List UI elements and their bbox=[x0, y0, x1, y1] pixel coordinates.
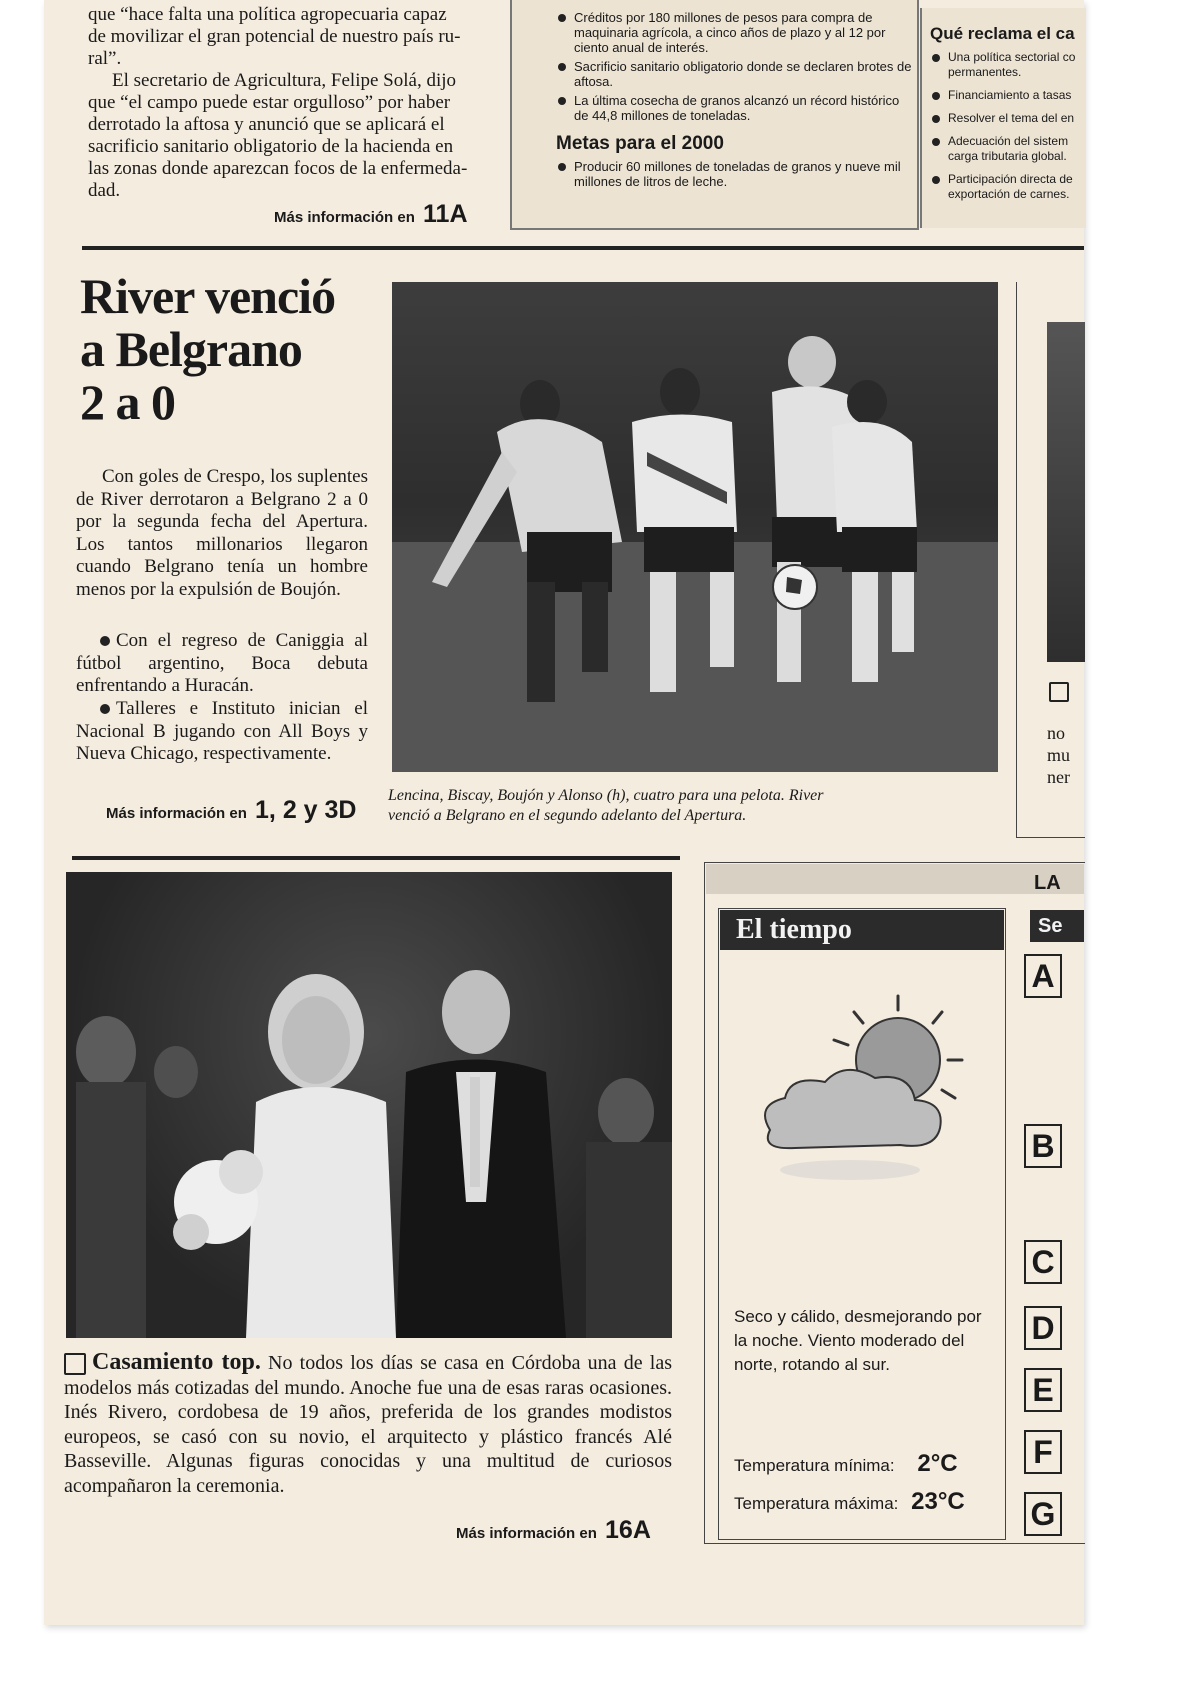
text-line: sacrificio sanitario obligatorio de la hacienda en bbox=[88, 136, 454, 157]
river-bullet-1: Con el regreso de Caniggia al fútbol argentino, Boca debuta enfrentando a Huracán. bbox=[76, 630, 368, 696]
list-item: Participación directa de exportación de carnes. bbox=[930, 172, 1080, 202]
top-article-lines bbox=[88, 4, 488, 70]
weather-top-band bbox=[706, 864, 1084, 894]
section-letter-g[interactable]: G bbox=[1024, 1492, 1062, 1536]
river-photo-caption: Lencina, Biscay, Boujón y Alonso (h), cuatro para una pelota. River venció a Belgrano en el segundo adelanto del Apertura. bbox=[388, 787, 824, 824]
text-line: que “hace falta una política agropecuaria capaz bbox=[88, 4, 447, 25]
weather-title: El tiempo bbox=[720, 910, 1004, 950]
text-line: derrotado la aftosa y anunció que se aplicará el bbox=[88, 114, 445, 135]
section-letter-b[interactable]: B bbox=[1024, 1124, 1062, 1168]
section-letter-f[interactable]: F bbox=[1024, 1430, 1062, 1474]
list-item: Créditos por 180 millones de pesos para compra de maquinaria agrícola, a cinco años de plazo y al 12 por ciento anual de interés. bbox=[556, 10, 912, 55]
temp-max-value: 23°C bbox=[911, 1488, 965, 1515]
temp-min-row: Temperatura mínima: 2°C bbox=[734, 1450, 958, 1477]
section-letter-e[interactable]: E bbox=[1024, 1368, 1062, 1412]
top-more-info[interactable]: Más información en 11A bbox=[274, 200, 468, 228]
river-match-photo bbox=[392, 282, 998, 772]
bullet-dot bbox=[100, 636, 110, 646]
sections-header: LA bbox=[1034, 872, 1061, 894]
top-article-paragraph bbox=[88, 70, 488, 202]
wedding-title: Casamiento top. bbox=[92, 1349, 261, 1375]
section-letter-d[interactable]: D bbox=[1024, 1306, 1062, 1350]
river-headline: River venció a Belgrano 2 a 0 bbox=[80, 268, 336, 430]
section-letter-c[interactable]: C bbox=[1024, 1240, 1062, 1284]
sections-sub: Se bbox=[1030, 910, 1084, 942]
mid-divider bbox=[72, 856, 680, 860]
top-article bbox=[88, 4, 488, 202]
weather-forecast: Seco y cálido, desmejorando por la noche. Viento moderado del norte, rotando al sur. bbox=[734, 1307, 982, 1374]
list-item: Una política sectorial co permanentes. bbox=[930, 50, 1080, 80]
bride-and-groom-image bbox=[66, 872, 672, 1338]
metas-items bbox=[556, 159, 912, 189]
river-body: Con goles de Crespo, los suplentes de River derrotaron a Belgrano 2 a 0 por la segunda fecha del Apertura. Los tantos millonarios llegaron cuando Belgrano tenía un hombre menos por la expulsión de Boujón. bbox=[76, 466, 368, 600]
river-more-info[interactable]: Más información en 1, 2 y 3D bbox=[106, 796, 357, 824]
reclama-title: Qué reclama el ca bbox=[930, 24, 1075, 43]
right-reclama-content bbox=[930, 24, 1080, 210]
text-line: las zonas donde aparezcan focos de la enfermeda- bbox=[88, 158, 468, 179]
temp-max-row: Temperatura máxima: 23°C bbox=[734, 1488, 965, 1515]
checkbox-icon bbox=[64, 1353, 86, 1375]
wedding-photo bbox=[66, 872, 672, 1338]
text-line: dad. bbox=[88, 180, 121, 201]
soccer-players-image bbox=[392, 282, 998, 772]
list-item: Sacrificio sanitario obligatorio donde se declaren brotes de aftosa. bbox=[556, 59, 912, 89]
top-box-items bbox=[556, 10, 912, 123]
text-line: ral”. bbox=[88, 48, 122, 69]
section-letter-a[interactable]: A bbox=[1024, 954, 1062, 998]
right-column-fragment bbox=[1016, 282, 1085, 838]
list-item: Producir 60 millones de toneladas de granos y nueve mil millones de litros de leche. bbox=[556, 159, 912, 189]
wedding-text bbox=[64, 1350, 672, 1498]
right-fragment-text: no mu ner bbox=[1047, 723, 1071, 787]
checkbox-icon bbox=[1049, 682, 1069, 702]
list-item: Financiamiento a tasas bbox=[930, 88, 1080, 103]
top-divider bbox=[82, 246, 1084, 250]
list-item: Resolver el tema del en bbox=[930, 111, 1080, 126]
reclama-items bbox=[930, 50, 1080, 202]
text-line: que “el campo puede estar orgulloso” por haber bbox=[88, 92, 451, 113]
top-box-list bbox=[556, 10, 912, 193]
text-line: de movilizar el gran potencial de nuestro país ru- bbox=[88, 26, 461, 47]
partly-cloudy-icon bbox=[750, 990, 980, 1180]
wedding-more-info[interactable]: Más información en 16A bbox=[456, 1516, 651, 1544]
list-item: La última cosecha de granos alcanzó un récord histórico de 44,8 millones de toneladas. bbox=[556, 93, 912, 123]
temp-min-value: 2°C bbox=[917, 1450, 958, 1477]
river-bullet-2: Talleres e Instituto inician el Nacional B jugando con All Boys y Nueva Chicago, respectivamente. bbox=[76, 698, 368, 764]
right-fragment-photo bbox=[1047, 322, 1085, 662]
list-item: Adecuación del sistem carga tributaria global. bbox=[930, 134, 1080, 164]
bullet-dot bbox=[100, 704, 110, 714]
metas-title: Metas para el 2000 bbox=[556, 133, 724, 154]
wedding-body: No todos los días se casa en Córdoba una de las modelos más cotizadas del mundo. Anoche fue una de esas raras ocasiones. Inés Rivero, cordobesa de 19 años, preferida de los grandes modistos europeos, se casó con su novio, el arquitecto y plástico francés Alé Basseville. Algunas figuras conocidas y una multitud de curiosos acompañaron la ceremonia. bbox=[64, 1352, 673, 1497]
text-line: El secretario de Agricultura, Felipe Solá, dijo bbox=[112, 70, 457, 91]
